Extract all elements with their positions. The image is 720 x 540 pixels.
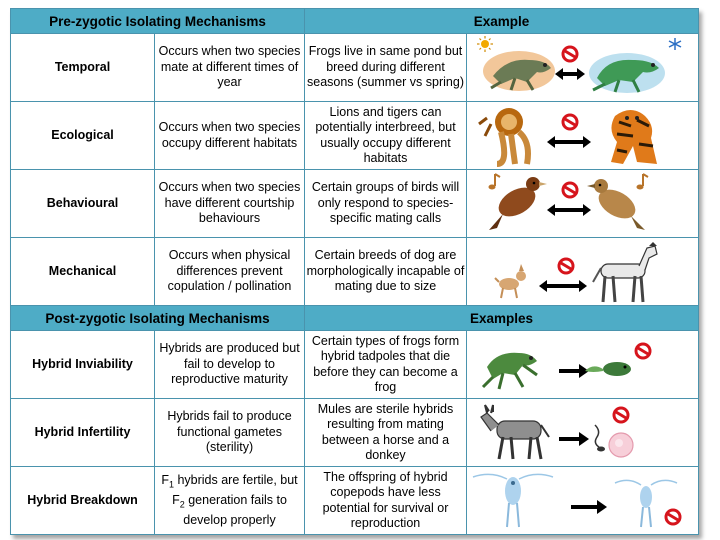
mechanism-name: Mechanical — [11, 238, 155, 306]
bird-icon — [587, 179, 645, 230]
small-dog-icon — [495, 264, 526, 298]
no-sign-icon — [636, 344, 650, 358]
mechanism-description: $F_1$ hybrids are fertile, but $F_2$ generation fails to develop properly — [155, 467, 305, 535]
snowflake-icon — [669, 38, 681, 50]
frog-spring-icon — [589, 53, 665, 93]
mechanism-name: Behavioural — [11, 170, 155, 238]
mechanism-example: Lions and tigers can potentially interbreed, but usually occupy different habitats — [305, 102, 467, 170]
mechanism-name: Hybrid Inviability — [11, 331, 155, 399]
table-row-hybrid-inviability — [11, 331, 699, 399]
no-sign-icon — [563, 115, 577, 129]
double-arrow-icon — [539, 280, 587, 292]
arrow-icon — [559, 432, 589, 446]
table-row-temporal — [11, 34, 699, 102]
no-sign-icon — [559, 259, 573, 273]
mechanism-description: Occurs when two species have different courtship behaviours — [155, 170, 305, 238]
mechanism-description: Hybrids fail to produce functional gametes (sterility) — [155, 399, 305, 467]
copepod-icon — [473, 474, 553, 527]
mechanism-description: Occurs when physical differences prevent copulation / pollination — [155, 238, 305, 306]
table-row-hybrid-breakdown — [11, 467, 699, 535]
no-sign-icon — [563, 183, 577, 197]
hybrid-infertility-illustration — [467, 399, 699, 467]
double-arrow-icon — [555, 68, 585, 80]
no-sign-icon — [666, 510, 680, 524]
table-row-ecological — [11, 102, 699, 170]
behavioural-illustration — [467, 170, 699, 238]
mechanism-example: Frogs live in same pond but breed during different seasons (summer vs spring) — [305, 34, 467, 102]
great-dane-icon — [593, 242, 657, 302]
mechanism-example: The offspring of hybrid copepods have less potential for survival or reproduction — [305, 467, 467, 535]
pre-zygotic-header: Pre-zygotic Isolating Mechanisms — [11, 9, 305, 34]
examples-header: Examples — [305, 306, 699, 331]
frog-summer-icon — [483, 51, 555, 91]
mechanism-name: Hybrid Breakdown — [11, 467, 155, 535]
table-row-behavioural — [11, 170, 699, 238]
mechanism-example: Certain types of frogs form hybrid tadpoles that die before they can become a frog — [305, 331, 467, 399]
mechanism-name: Hybrid Infertility — [11, 399, 155, 467]
bird-icon — [489, 177, 547, 230]
sperm-egg-icon — [595, 425, 633, 457]
ecological-illustration — [467, 102, 699, 170]
mechanical-illustration — [467, 238, 699, 306]
music-note-icon — [637, 174, 649, 190]
sun-icon — [477, 36, 493, 52]
mechanism-example: Certain groups of birds will only respond to species-specific mating calls — [305, 170, 467, 238]
isolating-mechanisms-table — [10, 8, 699, 535]
mechanism-name: Temporal — [11, 34, 155, 102]
mechanism-example: Mules are sterile hybrids resulting from mating between a horse and a donkey — [305, 399, 467, 467]
frog-icon — [483, 353, 537, 389]
mechanism-description: Occurs when two species mate at different times of year — [155, 34, 305, 102]
table-row-hybrid-infertility — [11, 399, 699, 467]
no-sign-icon — [614, 408, 628, 422]
arrow-icon — [571, 500, 607, 514]
arrow-icon — [559, 364, 589, 378]
hybrid-breakdown-illustration — [467, 467, 699, 535]
example-header: Example — [305, 9, 699, 34]
table-row-mechanical — [11, 238, 699, 306]
no-sign-icon — [563, 47, 577, 61]
music-note-icon — [489, 174, 501, 190]
post-zygotic-header-row — [11, 306, 699, 331]
pre-zygotic-header-row — [11, 9, 699, 34]
lion-icon — [479, 108, 528, 164]
hybrid-inviability-illustration — [467, 331, 699, 399]
mechanism-description: Occurs when two species occupy different habitats — [155, 102, 305, 170]
mechanism-description: Hybrids are produced but fail to develop to reproductive maturity — [155, 331, 305, 399]
tadpole-icon — [585, 362, 631, 376]
mechanism-name: Ecological — [11, 102, 155, 170]
post-zygotic-header: Post-zygotic Isolating Mechanisms — [11, 306, 305, 331]
mule-icon — [481, 405, 549, 459]
temporal-illustration — [467, 34, 699, 102]
mechanism-example: Certain breeds of dog are morphologically incapable of mating due to size — [305, 238, 467, 306]
tiger-icon — [611, 110, 657, 164]
double-arrow-icon — [547, 204, 591, 216]
double-arrow-icon — [547, 136, 591, 148]
